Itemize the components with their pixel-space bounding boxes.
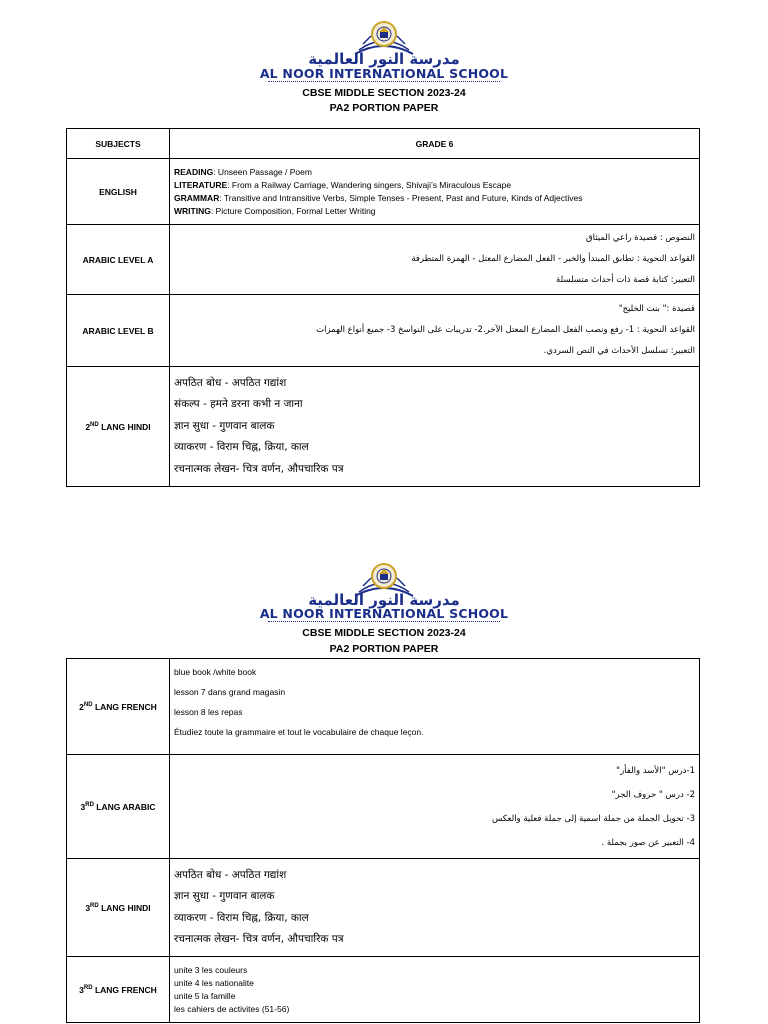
list-item: النصوص : قصيدة راعي الميثاق bbox=[586, 233, 695, 243]
english-content bbox=[170, 159, 700, 225]
list-item: blue book /white book bbox=[174, 667, 257, 677]
portion-table-2 bbox=[66, 658, 700, 1023]
portion-page-2 bbox=[0, 540, 768, 1024]
subject-arabic-b: ARABIC LEVEL B bbox=[67, 295, 170, 367]
list-item: les cahiers de activites (51-56) bbox=[174, 1003, 290, 1014]
french-2-content bbox=[170, 659, 700, 755]
english-grammar: GRAMMAR: Transitive and Intransitive Verbs, Simple Tenses - Present, Past and Future, Kinds of Adjectives bbox=[174, 192, 583, 203]
list-item: व्याकरण - विराम चिह्न, क्रिया, काल bbox=[174, 441, 309, 454]
table-row-french-2 bbox=[67, 659, 700, 755]
paper-title: PA2 PORTION PAPER bbox=[329, 643, 439, 655]
school-contact-line bbox=[268, 621, 500, 624]
list-item: रचनात्मक लेखन- चित्र वर्णन, औपचारिक पत्र bbox=[174, 462, 344, 475]
school-english-name: AL NOOR INTERNATIONAL SCHOOL bbox=[259, 66, 509, 81]
table-row-arabic-3 bbox=[67, 755, 700, 859]
table-row-french-3 bbox=[67, 957, 700, 1023]
list-item: रचनात्मक लेखन- चित्र वर्णन, औपचारिक पत्र bbox=[174, 933, 344, 945]
list-item: التعبير: تسلسل الأحداث في النص السردي. bbox=[543, 346, 695, 356]
english-reading: READING: Unseen Passage / Poem bbox=[174, 166, 312, 177]
list-item: التعبير: كتابة قصة ذات أحداث متسلسلة bbox=[556, 275, 695, 285]
list-item: قصيدة :" بنت الخليج" bbox=[618, 304, 695, 314]
list-item: ज्ञान सुधा - गुणवान बालक bbox=[174, 419, 275, 432]
list-item: अपठित बोध - अपठित गद्यांश bbox=[174, 868, 287, 881]
subject-english: ENGLISH bbox=[67, 159, 170, 225]
paper-title: PA2 PORTION PAPER bbox=[329, 102, 439, 114]
list-item: अपठित बोध - अपठित गद्यांश bbox=[174, 376, 287, 389]
table-header-row bbox=[67, 129, 700, 159]
table-row-hindi bbox=[67, 367, 700, 487]
arabic-3-content bbox=[170, 755, 700, 859]
portion-page-1 bbox=[0, 0, 768, 500]
english-writing: WRITING: Picture Composition, Formal Letter Writing bbox=[174, 205, 376, 216]
table-row-english bbox=[67, 159, 700, 225]
hindi-content bbox=[170, 367, 700, 487]
list-item: संकल्प - हमने डरना कभी न जाना bbox=[174, 398, 303, 411]
section-title: CBSE MIDDLE SECTION 2023-24 bbox=[302, 627, 466, 639]
subject-arabic-a: ARABIC LEVEL A bbox=[67, 225, 170, 295]
list-item: 4- التعبير عن صور بجملة . bbox=[601, 837, 695, 848]
french-3-content bbox=[170, 957, 700, 1023]
list-item: unite 4 les nationalite bbox=[174, 977, 254, 988]
header-grade: GRADE 6 bbox=[170, 129, 700, 159]
subject-french-3: 3RD LANG FRENCH bbox=[67, 957, 170, 1023]
list-item: unite 3 les couleurs bbox=[174, 964, 248, 975]
subject-hindi: 2ND LANG HINDI bbox=[67, 367, 170, 487]
list-item: القواعد النحوية : تطابق المبتدأ والخبر - الفعل المضارع المعتل - الهمزة المتطرفة bbox=[411, 254, 695, 264]
subject-french-2: 2ND LANG FRENCH bbox=[67, 659, 170, 755]
subject-arabic-3: 3RD LANG ARABIC bbox=[67, 755, 170, 859]
arabic-a-content bbox=[170, 225, 700, 295]
section-title: CBSE MIDDLE SECTION 2023-24 bbox=[302, 87, 466, 99]
list-item: lesson 7 dans grand magasin bbox=[174, 687, 286, 697]
school-arabic-name: مدرسة النور العالمية bbox=[308, 591, 460, 609]
school-arabic-name: مدرسة النور العالمية bbox=[308, 50, 460, 68]
table-row-hindi-3 bbox=[67, 859, 700, 957]
list-item: lesson 8 les repas bbox=[174, 707, 243, 717]
portion-table-1 bbox=[66, 128, 700, 487]
header-subjects: SUBJECTS bbox=[67, 129, 170, 159]
list-item: 3- تحويل الجملة من جملة اسمية إلى جملة فعلية والعكس bbox=[491, 813, 695, 824]
english-literature: LITERATURE: From a Railway Carriage, Wandering singers, Shivaji’s Miraculous Escape bbox=[174, 179, 512, 190]
subject-hindi-3: 3RD LANG HINDI bbox=[67, 859, 170, 957]
list-item: 2- درس " حروف الجر" bbox=[611, 789, 695, 800]
table-row-arabic-b bbox=[67, 295, 700, 367]
school-english-name: AL NOOR INTERNATIONAL SCHOOL bbox=[259, 606, 509, 621]
list-item: القواعد النحوية : 1- رفع ونصب الفعل المضارع المعتل الآخر.2- تدريبات على النواسخ 3- جميع أنواع الهمزات bbox=[316, 325, 695, 335]
list-item: ज्ञान सुधा - गुणवान बालक bbox=[174, 890, 275, 902]
school-contact-line bbox=[268, 81, 500, 84]
list-item: unite 5 la famille bbox=[174, 990, 236, 1001]
list-item: 1-درس "الأسد والفأر" bbox=[616, 765, 695, 776]
table-row-arabic-a bbox=[67, 225, 700, 295]
hindi-3-content bbox=[170, 859, 700, 957]
list-item: Étudiez toute la grammaire et tout le vocabulaire de chaque leçon. bbox=[174, 727, 424, 737]
arabic-b-content bbox=[170, 295, 700, 367]
list-item: व्याकरण - विराम चिह्न, क्रिया, काल bbox=[174, 911, 309, 924]
